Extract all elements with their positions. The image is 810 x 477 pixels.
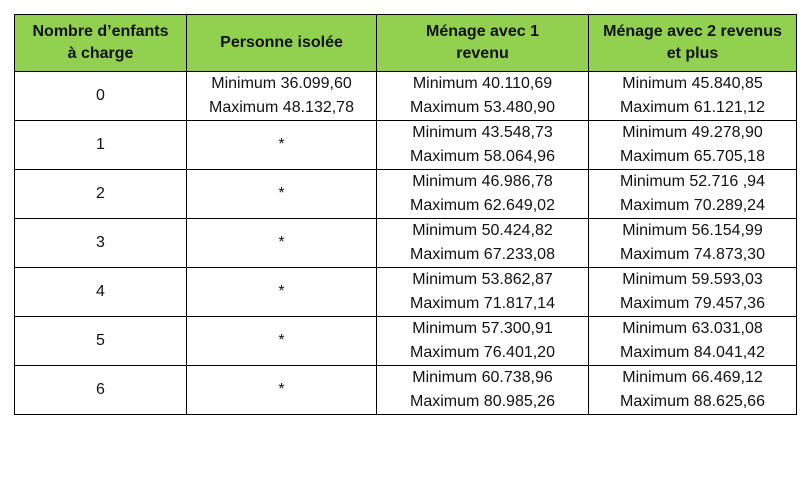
table-row	[15, 366, 797, 391]
header-row	[15, 15, 797, 72]
two-incomes-min-cell: Minimum 49.278,90	[589, 121, 797, 146]
header-single-person	[187, 15, 377, 72]
one-income-min-cell: Minimum 46.986,78	[377, 170, 589, 195]
single-person-cell: *	[187, 317, 377, 366]
children-count-cell: 0	[15, 72, 187, 121]
header-two-incomes-line: Ménage avec 2 revenus	[603, 23, 782, 40]
table-row	[15, 219, 797, 244]
one-income-min-cell: Minimum 43.548,73	[377, 121, 589, 146]
table-row	[15, 170, 797, 195]
children-count-cell: 6	[15, 366, 187, 415]
two-incomes-min-cell: Minimum 45.840,85	[589, 72, 797, 97]
single-min-cell: Minimum 36.099,60	[187, 72, 377, 97]
header-children	[15, 15, 187, 72]
one-income-max-cell: Maximum 80.985,26	[377, 390, 589, 415]
one-income-max-cell: Maximum 53.480,90	[377, 96, 589, 121]
table-row	[15, 317, 797, 342]
two-incomes-max-cell: Maximum 61.121,12	[589, 96, 797, 121]
two-incomes-max-cell: Maximum 84.041,42	[589, 341, 797, 366]
two-incomes-max-cell: Maximum 88.625,66	[589, 390, 797, 415]
single-person-cell: *	[187, 219, 377, 268]
children-count-cell: 4	[15, 268, 187, 317]
two-incomes-max-cell: Maximum 70.289,24	[589, 194, 797, 219]
one-income-max-cell: Maximum 71.817,14	[377, 292, 589, 317]
children-count-cell: 3	[15, 219, 187, 268]
children-count-cell: 1	[15, 121, 187, 170]
one-income-max-cell: Maximum 67.233,08	[377, 243, 589, 268]
single-person-cell: *	[187, 121, 377, 170]
one-income-min-cell: Minimum 60.738,96	[377, 366, 589, 391]
children-count-cell: 2	[15, 170, 187, 219]
header-children-line: Nombre d’enfants	[32, 23, 169, 40]
table-row	[15, 268, 797, 293]
one-income-min-cell: Minimum 50.424,82	[377, 219, 589, 244]
one-income-min-cell: Minimum 40.110,69	[377, 72, 589, 97]
two-incomes-min-cell: Minimum 66.469,12	[589, 366, 797, 391]
header-two-incomes-line: et plus	[666, 45, 719, 62]
two-incomes-min-cell: Minimum 63.031,08	[589, 317, 797, 342]
two-incomes-min-cell: Minimum 52.716 ,94	[589, 170, 797, 195]
header-two-incomes	[589, 15, 797, 72]
one-income-min-cell: Minimum 57.300,91	[377, 317, 589, 342]
table-row	[15, 72, 797, 97]
two-incomes-max-cell: Maximum 79.457,36	[589, 292, 797, 317]
table-row	[15, 121, 797, 146]
one-income-max-cell: Maximum 58.064,96	[377, 145, 589, 170]
income-table	[14, 14, 797, 415]
header-single-line: Personne isolée	[220, 34, 343, 51]
header-children-line: à charge	[67, 45, 134, 62]
header-one-income-line: revenu	[456, 45, 509, 62]
two-incomes-max-cell: Maximum 74.873,30	[589, 243, 797, 268]
income-table-container	[14, 14, 797, 415]
single-person-cell: *	[187, 366, 377, 415]
two-incomes-min-cell: Minimum 56.154,99	[589, 219, 797, 244]
one-income-max-cell: Maximum 62.649,02	[377, 194, 589, 219]
one-income-max-cell: Maximum 76.401,20	[377, 341, 589, 366]
single-person-cell: *	[187, 268, 377, 317]
single-max-cell: Maximum 48.132,78	[187, 96, 377, 121]
children-count-cell: 5	[15, 317, 187, 366]
one-income-min-cell: Minimum 53.862,87	[377, 268, 589, 293]
header-one-income-line: Ménage avec 1	[426, 23, 539, 40]
header-one-income	[377, 15, 589, 72]
single-person-cell: *	[187, 170, 377, 219]
two-incomes-min-cell: Minimum 59.593,03	[589, 268, 797, 293]
two-incomes-max-cell: Maximum 65.705,18	[589, 145, 797, 170]
